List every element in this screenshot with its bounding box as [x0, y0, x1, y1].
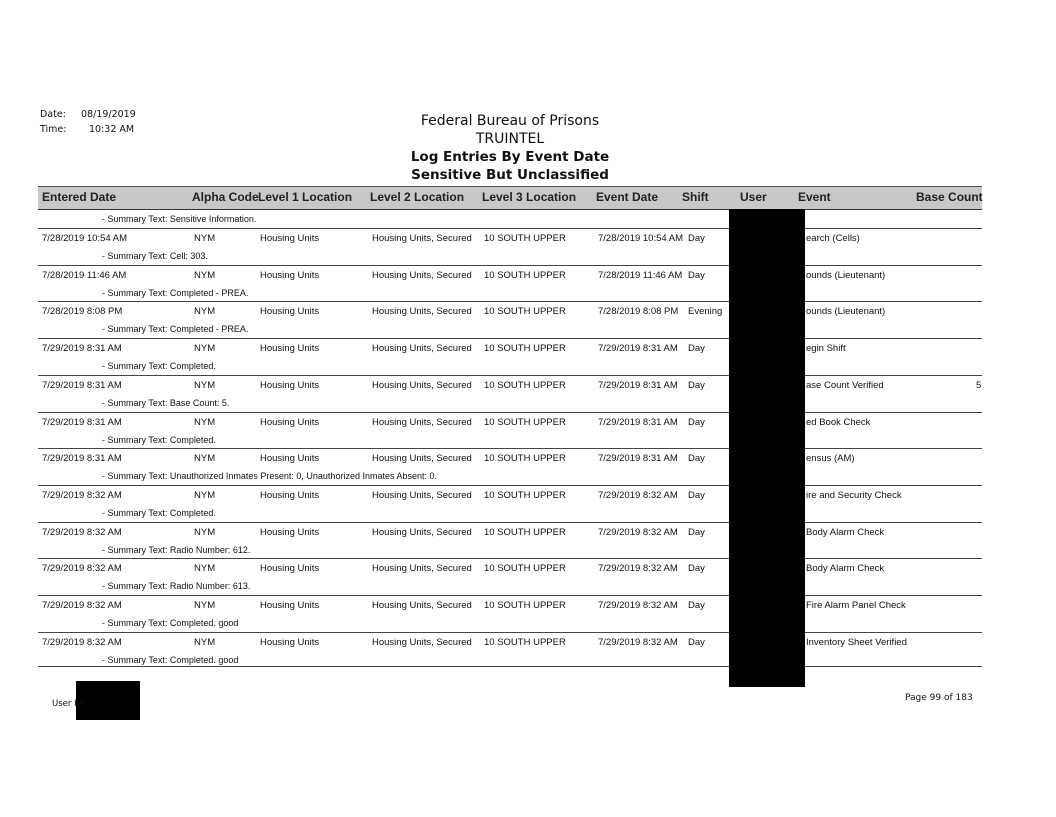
agency-title: Federal Bureau of Prisons [420, 113, 600, 129]
level2-location: Housing Units, Secured [372, 379, 472, 391]
alpha-code: NYM [194, 343, 216, 355]
base-count-value: 5 [976, 379, 982, 391]
event-name: egin Shift [806, 343, 846, 355]
report-title: Log Entries By Event Date [410, 149, 610, 165]
summary-text: - Summary Text: Unauthorized Inmates Present: 0, Unauthorized Inmates Absent: 0. [102, 471, 437, 482]
shift: Day [688, 489, 705, 501]
col-entered-date: Entered Date [42, 190, 117, 204]
shift: Evening [688, 306, 723, 318]
row-divider [38, 558, 982, 559]
level3-location: 10 SOUTH UPPER [484, 489, 566, 501]
level2-location: Housing Units, Secured [372, 416, 472, 428]
level2-location: Housing Units, Secured [372, 233, 472, 244]
shift: Day [688, 269, 705, 281]
event-date: 7/29/2019 8:32 AM [598, 600, 678, 611]
row-divider [38, 375, 982, 376]
summary-text: - Summary Text: Completed. good [102, 654, 239, 665]
user-id-label: User ID [52, 699, 84, 709]
level3-location: 10 SOUTH UPPER [484, 416, 566, 428]
alpha-code: NYM [194, 526, 216, 538]
level3-location: 10 SOUTH UPPER [484, 343, 566, 355]
event-name: ire and Security Check [806, 489, 902, 501]
summary-text: - Summary Text: Completed. [102, 434, 216, 445]
report-date: 08/19/2019 [81, 109, 136, 120]
col-event-date: Event Date [596, 190, 659, 204]
entered-date: 7/28/2019 8:08 PM [42, 306, 123, 318]
classification-title: Sensitive But Unclassified [411, 167, 609, 183]
level3-location: 10 SOUTH UPPER [484, 636, 566, 648]
col-level1: Level 1 Location [258, 190, 353, 204]
col-base-count: Base Count [916, 190, 983, 204]
report-meta [40, 107, 136, 137]
level1-location: Housing Units [260, 489, 320, 501]
alpha-code: NYM [194, 489, 216, 501]
level2-location: Housing Units, Secured [372, 636, 472, 648]
level3-location: 10 SOUTH UPPER [484, 453, 566, 465]
level3-location: 10 SOUTH UPPER [484, 306, 566, 318]
entered-date: 7/29/2019 8:32 AM [42, 600, 122, 611]
event-name: Fire Alarm Panel Check [806, 600, 906, 611]
level3-location: 10 SOUTH UPPER [484, 563, 566, 575]
level2-location: Housing Units, Secured [372, 600, 472, 611]
report-time: 10:32 AM [89, 124, 135, 135]
shift: Day [688, 526, 705, 538]
shift: Day [688, 453, 705, 465]
level1-location: Housing Units [260, 636, 320, 648]
level1-location: Housing Units [260, 453, 320, 465]
col-user: User [740, 190, 767, 204]
table-header [38, 186, 982, 210]
level2-location: Housing Units, Secured [372, 489, 472, 501]
event-date: 7/28/2019 11:46 AM [598, 269, 683, 281]
level2-location: Housing Units, Secured [372, 343, 472, 355]
level1-location: Housing Units [260, 343, 320, 355]
event-name: ounds (Lieutenant) [806, 306, 886, 318]
summary-text: - Summary Text: Base Count: 5. [102, 397, 230, 408]
shift: Day [688, 600, 705, 611]
level1-location: Housing Units [260, 233, 320, 244]
summary-text: - Summary Text: Completed. [102, 507, 216, 518]
alpha-code: NYM [194, 269, 216, 281]
entered-date: 7/29/2019 8:31 AM [42, 416, 122, 428]
summary-text: - Summary Text: Completed - PREA. [102, 324, 249, 335]
col-level2: Level 2 Location [370, 190, 465, 204]
entered-date: 7/29/2019 8:32 AM [42, 563, 122, 575]
event-name: ase Count Verified [806, 379, 884, 391]
entered-date: 7/29/2019 8:31 AM [42, 379, 122, 391]
shift: Day [688, 233, 705, 244]
shift: Day [688, 416, 705, 428]
entered-date: 7/29/2019 8:32 AM [42, 636, 122, 648]
event-name: ed Book Check [806, 416, 871, 428]
alpha-code: NYM [194, 416, 216, 428]
summary-text: - Summary Text: Completed. good [102, 618, 239, 628]
level1-location: Housing Units [260, 416, 320, 428]
page-number: Page 99 of 183 [905, 693, 973, 703]
level1-location: Housing Units [260, 563, 320, 575]
alpha-code: NYM [194, 563, 216, 575]
event-name: ensus (AM) [806, 453, 855, 465]
level2-location: Housing Units, Secured [372, 563, 472, 575]
level2-location: Housing Units, Secured [372, 269, 472, 281]
time-label: Time: [40, 124, 67, 135]
table-end-rule [38, 666, 982, 667]
row-divider [38, 338, 982, 339]
level3-location: 10 SOUTH UPPER [484, 379, 566, 391]
event-date: 7/28/2019 10:54 AM [598, 233, 684, 244]
row-divider [38, 485, 982, 486]
first-summary: - Summary Text: Sensitive Information. [102, 214, 257, 224]
col-event: Event [798, 190, 831, 204]
event-date: 7/29/2019 8:32 AM [598, 489, 678, 501]
shift: Day [688, 563, 705, 575]
event-name: earch (Cells) [806, 233, 860, 244]
event-date: 7/29/2019 8:31 AM [598, 453, 678, 465]
event-name: Inventory Sheet Verified [806, 636, 907, 648]
level2-location: Housing Units, Secured [372, 526, 472, 538]
event-date: 7/28/2019 8:08 PM [598, 306, 679, 318]
event-date: 7/29/2019 8:32 AM [598, 526, 678, 538]
level2-location: Housing Units, Secured [372, 306, 472, 318]
shift: Day [688, 343, 705, 355]
level3-location: 10 SOUTH UPPER [484, 233, 566, 244]
entered-date: 7/28/2019 10:54 AM [42, 233, 128, 244]
row-divider [38, 522, 982, 523]
user-id-redaction [76, 681, 140, 720]
system-title: TRUINTEL [475, 131, 545, 147]
event-name: Body Alarm Check [806, 526, 885, 538]
row-divider [38, 632, 982, 633]
alpha-code: NYM [194, 233, 216, 244]
level1-location: Housing Units [260, 269, 320, 281]
summary-text: - Summary Text: Completed - PREA. [102, 287, 249, 298]
col-level3: Level 3 Location [482, 190, 577, 204]
row-divider [38, 595, 982, 596]
level2-location: Housing Units, Secured [372, 453, 472, 465]
date-label: Date: [40, 109, 66, 120]
shift: Day [688, 636, 705, 648]
entered-date: 7/29/2019 8:31 AM [42, 343, 122, 355]
row-divider [38, 412, 982, 413]
event-date: 7/29/2019 8:32 AM [598, 563, 678, 575]
event-name: ounds (Lieutenant) [806, 269, 886, 281]
alpha-code: NYM [194, 600, 216, 611]
entered-date: 7/29/2019 8:31 AM [42, 453, 122, 465]
entered-date: 7/29/2019 8:32 AM [42, 526, 122, 538]
entered-date: 7/28/2019 11:46 AM [42, 269, 127, 281]
event-date: 7/29/2019 8:32 AM [598, 636, 678, 648]
event-date: 7/29/2019 8:31 AM [598, 416, 678, 428]
level3-location: 10 SOUTH UPPER [484, 526, 566, 538]
entered-date: 7/29/2019 8:32 AM [42, 489, 122, 501]
level1-location: Housing Units [260, 526, 320, 538]
event-date: 7/29/2019 8:31 AM [598, 379, 678, 391]
row-divider [38, 301, 982, 302]
alpha-code: NYM [194, 306, 216, 318]
level1-location: Housing Units [260, 600, 320, 611]
row-divider [38, 448, 982, 449]
alpha-code: NYM [194, 379, 216, 391]
alpha-code: NYM [194, 453, 216, 465]
alpha-code: NYM [194, 636, 216, 648]
summary-text: - Summary Text: Radio Number: 613. [102, 581, 251, 592]
row-divider [38, 228, 982, 229]
col-shift: Shift [682, 190, 709, 204]
level3-location: 10 SOUTH UPPER [484, 600, 566, 611]
event-date: 7/29/2019 8:31 AM [598, 343, 678, 355]
summary-text: - Summary Text: Cell: 303. [102, 251, 208, 261]
level3-location: 10 SOUTH UPPER [484, 269, 566, 281]
col-alpha-code: Alpha Code [192, 190, 259, 204]
summary-text: - Summary Text: Completed. [102, 361, 216, 372]
event-name: Body Alarm Check [806, 563, 885, 575]
shift: Day [688, 379, 705, 391]
summary-text: - Summary Text: Radio Number: 612. [102, 544, 251, 555]
level1-location: Housing Units [260, 379, 320, 391]
level1-location: Housing Units [260, 306, 320, 318]
row-divider [38, 265, 982, 266]
user-redaction [729, 209, 805, 687]
